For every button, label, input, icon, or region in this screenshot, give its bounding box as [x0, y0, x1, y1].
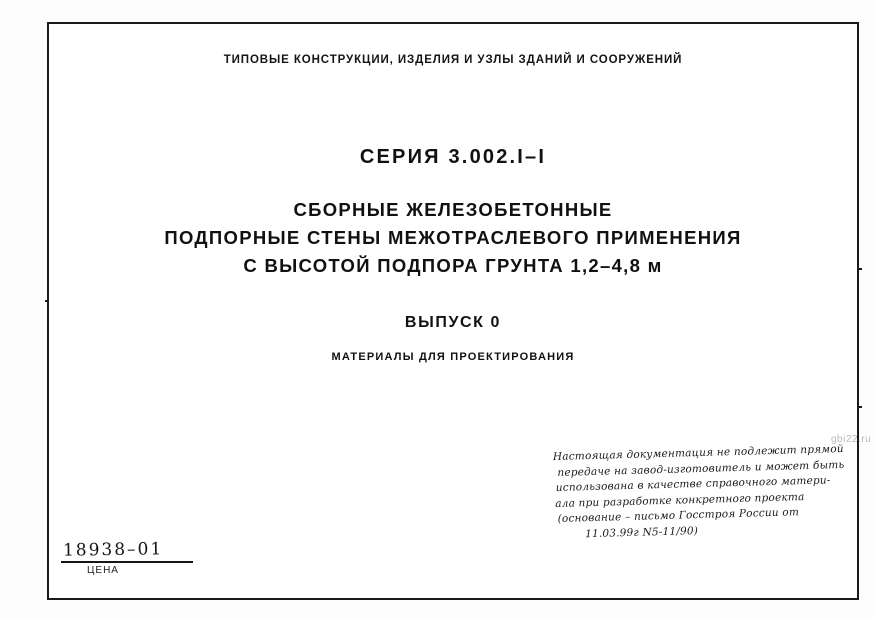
document-subtitle: МАТЕРИАЛЫ ДЛЯ ПРОЕКТИРОВАНИЯ: [331, 351, 575, 363]
price-code-underline: [61, 561, 193, 563]
page-border-frame: [47, 22, 872, 600]
handwritten-note-line-4: ала при разработке конкретного проекта: [555, 490, 805, 510]
issue-number: ВЫПУСК 0: [404, 314, 502, 331]
handwritten-note-line-1: Настоящая документация не подлежит прямой: [552, 442, 844, 464]
price-code-block: [59, 540, 259, 576]
document-category-header: ТИПОВЫЕ КОНСТРУКЦИИ, ИЗДЕЛИЯ И УЗЛЫ ЗДАНИЙ И СООРУЖЕНИЙ: [223, 54, 683, 66]
cover-content: [49, 24, 872, 598]
handwritten-note-line-6: 11.03.99г N5-11/90): [584, 524, 699, 540]
price-code-number: 18938–01: [62, 539, 164, 561]
series-number: СЕРИЯ 3.002.I–I: [359, 146, 547, 168]
title-line-1: СБОРНЫЕ ЖЕЛЕЗОБЕТОННЫЕ: [293, 199, 613, 220]
handwritten-note-line-5: (основание – письмо Госстроя России от: [557, 506, 800, 525]
handwritten-note: [553, 442, 845, 543]
document-title: [49, 196, 857, 280]
title-line-2: ПОДПОРНЫЕ СТЕНЫ МЕЖОТРАСЛЕВОГО ПРИМЕНЕНИЯ: [164, 227, 742, 248]
handwritten-note-line-2: передаче на завод-изготовитель и может быть: [557, 458, 845, 479]
price-label: ЦЕНА: [87, 565, 119, 576]
title-line-3: С ВЫСОТОЙ ПОДПОРА ГРУНТА 1,2–4,8 м: [243, 255, 663, 276]
site-watermark: gbi22.ru: [831, 434, 872, 445]
handwritten-note-line-3: использована в качестве справочного матери-: [555, 474, 831, 494]
